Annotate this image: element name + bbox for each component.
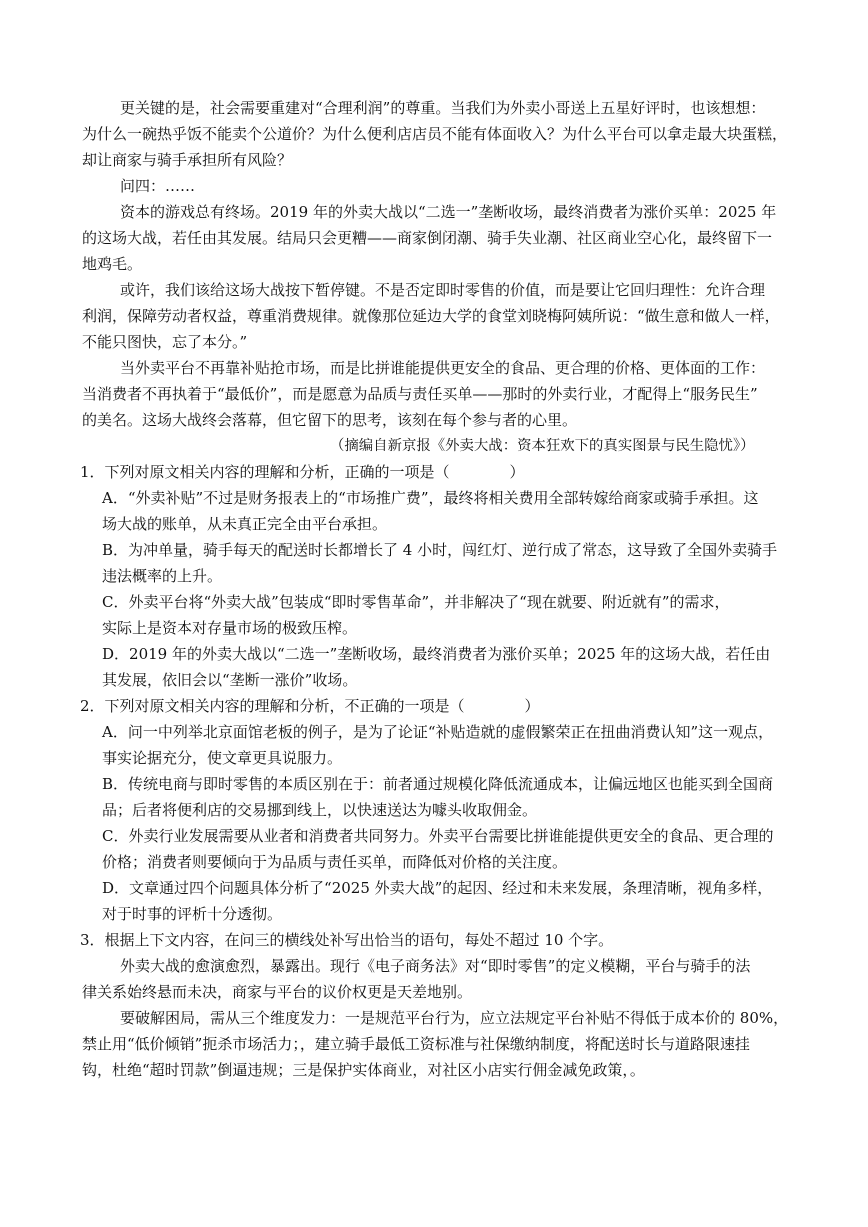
- option-c: C．外卖平台将“外卖大战”包装成“即时零售革命”，并非解决了“现在就要、附近就有”的需求，: [102, 593, 730, 611]
- option-d-cont: 对于时事的评析十分透彻。: [102, 905, 283, 923]
- option-b: B．为冲单量，骑手每天的配送时长都增长了 4 小时，闯红灯、逆行成了常态，这导致了全国外卖骑手: [102, 541, 778, 559]
- option-a: A．“外卖补贴”不过是财务报表上的“市场推广费”，最终将相关费用全部转嫁给商家或骑手承担。这: [102, 489, 759, 507]
- section-heading: 问四：……: [120, 177, 196, 195]
- paragraph-line: 资本的游戏总有终场。2019 年的外卖大战以“二选一”垄断收场，最终消费者为涨价买单：2025 年: [120, 203, 777, 221]
- option-b: B．传统电商与即时零售的本质区别在于：前者通过规模化降低流通成本，让偏远地区也能买到全国商: [102, 775, 774, 793]
- paragraph-line: 当消费者不再执着于“最低价”，而是愿意为品质与责任买单——那时的外卖行业，才配得上“服务民生”: [82, 385, 758, 403]
- option-c-cont: 价格；消费者则要倾向于为品质与责任买单，而降低对价格的关注度。: [102, 853, 568, 871]
- passage-line: 外卖大战的愈演愈烈，暴露出。现行《电子商务法》对“即时零售”的定义模糊，平台与骑手的法: [120, 957, 751, 975]
- option-c: C．外卖行业发展需要从业者和消费者共同努力。外卖平台需要比拼谁能提供更安全的食品、更合理的: [102, 827, 774, 845]
- paragraph-line: 的美名。这场大战终会落幕，但它留下的思考，该刻在每个参与者的心里。: [82, 411, 578, 429]
- passage-line: 禁止用“低价倾销”扼杀市场活力；，建立骑手最低工资标准与社保缴纳制度，将配送时长与道路限速挂: [82, 1035, 750, 1053]
- paragraph-line: 不能只图快，忘了本分。”: [82, 333, 248, 351]
- option-d-cont: 其发展，依旧会以“垄断一涨价”收场。: [102, 671, 358, 689]
- option-a: A．问一中列举北京面馆老板的例子，是为了论证“补贴造就的虚假繁荣正在扭曲消费认知”这一观点，: [102, 723, 774, 741]
- option-d: D．2019 年的外卖大战以“二选一”垄断收场，最终消费者为涨价买单；2025 年的这场大战，若任由: [102, 645, 771, 663]
- option-c-cont: 实际上是资本对存量市场的极致压榨。: [102, 619, 358, 637]
- question-stem: 3．根据上下文内容，在问三的横线处补写出恰当的语句，每处不超过 10 个字。: [80, 931, 614, 949]
- paragraph-line: 的这场大战，若任由其发展。结局只会更糟——商家倒闭潮、骑手失业潮、社区商业空心化，最终留下一: [82, 229, 773, 247]
- question-stem: 1．下列对原文相关内容的理解和分析，正确的一项是（ ）: [80, 463, 525, 481]
- option-a-cont: 事实论据充分，使文章更具说服力。: [102, 749, 343, 767]
- question-stem: 2．下列对原文相关内容的理解和分析，不正确的一项是（ ）: [80, 697, 540, 715]
- source-citation: （摘编自新京报《外卖大战：资本狂欢下的真实图景与民生隐忧》）: [330, 438, 755, 454]
- option-b-cont: 违法概率的上升。: [102, 567, 223, 585]
- paragraph-line: 或许，我们该给这场大战按下暂停键。不是否定即时零售的价值，而是要让它回归理性：允许合理: [120, 281, 766, 299]
- paragraph-line: 当外卖平台不再靠补贴抢市场，而是比拼谁能提供更安全的食品、更合理的价格、更体面的工作：: [120, 359, 766, 377]
- paragraph-line: 为什么一碗热乎饭不能卖个公道价？为什么便利店店员不能有体面收入？为什么平台可以拿走最大块蛋糕，: [82, 125, 788, 143]
- option-d: D．文章通过四个问题具体分析了“2025 外卖大战”的起因、经过和未来发展，条理清晰，视角多样，: [102, 879, 773, 897]
- passage-line: 律关系始终悬而未决，商家与平台的议价权更是天差地别。: [82, 983, 473, 1001]
- paragraph-line: 利润，保障劳动者权益，尊重消费规律。就像那位延边大学的食堂刘晓梅阿姨所说：“做生意和做人一样，: [82, 307, 780, 325]
- paragraph-line: 更关键的是，社会需要重建对“合理利润”的尊重。当我们为外卖小哥送上五星好评时，也该想想：: [120, 99, 766, 117]
- option-b-cont: 品；后者将便利店的交易挪到线上，以快速送达为噱头收取佣金。: [102, 801, 538, 819]
- option-a-cont: 场大战的账单，从未真正完全由平台承担。: [102, 515, 388, 533]
- passage-line: 钩，杜绝“超时罚款”倒逼违规；三是保护实体商业，对社区小店实行佣金减免政策，。: [82, 1061, 645, 1079]
- paragraph-line: 却让商家与骑手承担所有风险？: [82, 151, 293, 169]
- paragraph-line: 地鸡毛。: [82, 255, 143, 273]
- passage-line: 要破解困局，需从三个维度发力：一是规范平台行为，应立法规定平台补贴不得低于成本价的 80%，: [120, 1009, 789, 1027]
